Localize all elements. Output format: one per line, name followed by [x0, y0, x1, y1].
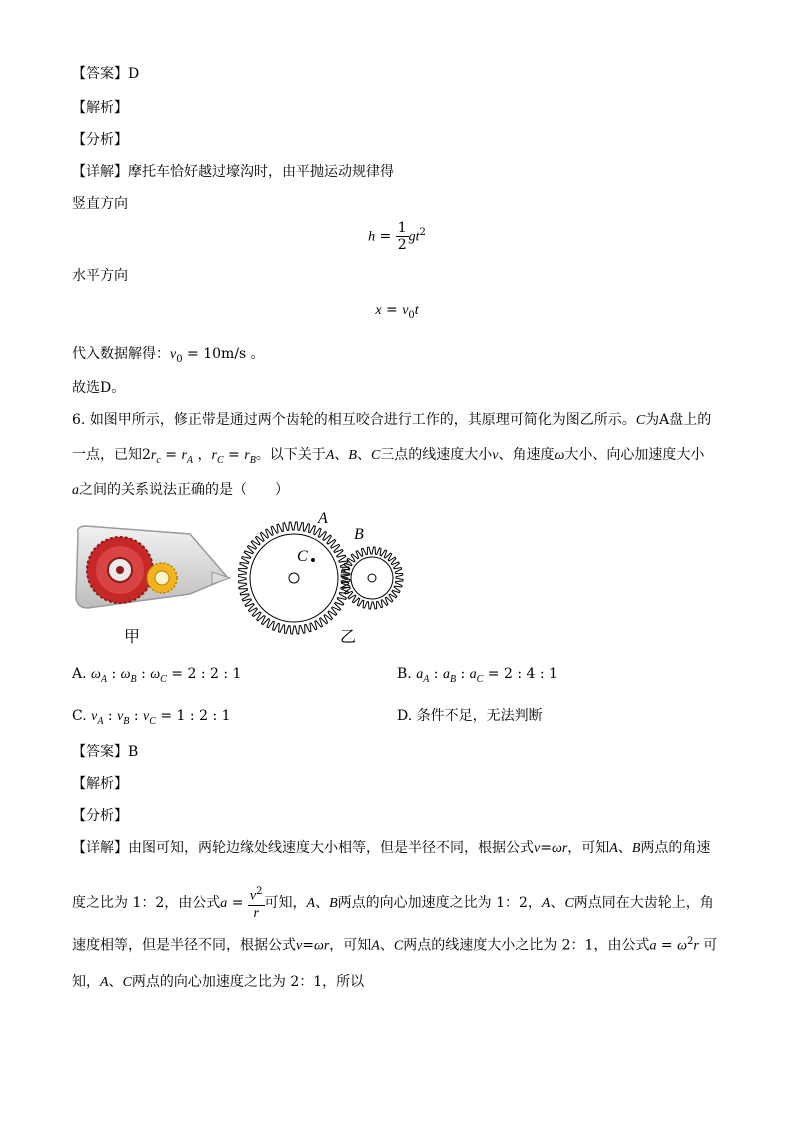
answer-tag-2: 【答案】 [72, 744, 128, 760]
point-c-dot [311, 558, 315, 562]
option-d[interactable] [397, 706, 543, 726]
detail-line-1 [72, 162, 394, 182]
option-b-label: B. [397, 666, 412, 682]
detail-l2b: 可知， [264, 894, 307, 911]
detail-l4a: 知， [72, 974, 100, 990]
figure-yi-label: 乙 [340, 627, 357, 646]
detail-l2d: 两点同在大齿轮上，角 [573, 894, 714, 911]
detail-l3c: 两点的线速度大小之比为 2：1，由公式 [403, 937, 650, 954]
question-6-line-3: a之间的关系说法正确的是（ ） [72, 482, 289, 498]
detail-text: 摩托车恰好越过壕沟时，由平抛运动规律得 [128, 164, 394, 180]
detail-line-5: 知，A、C两点的向心加速度之比为 2：1，所以 [72, 974, 365, 990]
question-text-1b: 为A盘上的 [645, 412, 712, 428]
answer-tag: 【答案】 [72, 66, 128, 82]
detail-l1: 由图可知，两轮边缘处线速度大小相等，但是半径不同，根据公式 [128, 840, 534, 856]
detail-line-4: 速度相等，但是半径不同，根据公式v=ωr，可知A、C两点的线速度大小之比为 2：1，由公式$a = \omega^2r$ 可 [72, 936, 718, 954]
option-d-value: 条件不足，无法判断 [416, 708, 543, 724]
gear-a-label: A [318, 510, 328, 527]
option-a[interactable]: A. $\omega_A$ : $\omega_B$ : $\omega_C = 2$ : 2 : 1 [72, 666, 242, 685]
option-c-value: = 1 : 2 : 1 [160, 708, 231, 724]
detail-tag-2: 【详解】 [72, 840, 128, 856]
analysis-tag-1: 【解析】 [72, 100, 128, 116]
question-text-2d: 、角速度 [498, 447, 555, 463]
option-a-value: = 2 : 2 : 1 [171, 666, 242, 682]
equation-h: h = $\frac{1}{2}$ $gt^2$ [368, 220, 426, 253]
detail-l2c: 两点的向心加速度之比为 1：2， [337, 894, 542, 911]
option-b-value: = 2 : 4 : 1 [487, 666, 558, 682]
vertical-label: 竖直方向 [72, 196, 128, 212]
question-text-1: 如图甲所示，修正带是通过两个齿轮的相互咬合进行工作的，其原理可简化为图乙所示。 [89, 412, 636, 428]
gearA-teeth [238, 522, 350, 634]
gearB-teeth [341, 547, 403, 609]
detail-l3b: ，可知 [329, 937, 372, 954]
question-text-3: 之间的关系说法正确的是（ ） [79, 482, 289, 498]
detail-l1b: ，可知 [567, 840, 610, 856]
question-text-2c: 三点的线速度大小 [380, 447, 493, 463]
question-6-line-1: 6. 如图甲所示，修正带是通过两个齿轮的相互咬合进行工作的，其原理可简化为图乙所示。C为A盘上的 [72, 412, 712, 428]
option-c[interactable]: C. $v_A$ : $v_B$ : $v_C = 1$ : 2 : 1 [72, 708, 231, 727]
horizontal-label: 水平方向 [72, 268, 128, 284]
fenxi-tag-2: 【分析】 [72, 808, 128, 824]
detail-l1c: 两点的角速 [640, 840, 711, 856]
detail-line-2: 【详解】由图可知，两轮边缘处线速度大小相等，但是半径不同，根据公式v=ωr，可知A、B两点的角速 [72, 840, 711, 856]
gear-b-axle [368, 574, 376, 582]
detail-l2a: 度之比为 1：2，由公式 [72, 894, 221, 911]
gear-a [238, 522, 350, 634]
question-text-2e: 大小、向心加速度大小 [564, 447, 705, 463]
gearB-rim [351, 557, 393, 599]
question-text-2a: 一点，已知 [72, 447, 142, 463]
gear-b [341, 547, 403, 609]
substitute-text: 代入数据解得： [72, 346, 170, 362]
substitute-line: 代入数据解得：$v_0 = 10m/s$ 。 [72, 346, 265, 365]
question-text-2b: 。以下关于 [255, 447, 326, 463]
equation-x: $x = v_0t$ [375, 302, 419, 321]
result-value: = 10m/s [187, 346, 247, 362]
option-c-label: C. [72, 708, 87, 724]
answer-value-2: B [128, 744, 139, 760]
choose-line-1: 故选D。 [72, 380, 126, 396]
figure-jia-label: 甲 [124, 627, 141, 646]
answer-value: D [128, 66, 140, 82]
detail-l3a: 速度相等，但是半径不同，根据公式 [72, 937, 296, 954]
question-6-line-2: 一点，已知$2r_c = r_A$ ，$r_C = r_B$。以下关于A、B、C三点的线速度大小v、角速度ω大小、向心加速度大小 [72, 447, 705, 466]
answer-line-1 [72, 64, 139, 84]
analysis-tag-2: 【解析】 [72, 776, 128, 792]
question-number: 6. [72, 412, 86, 428]
figure-yi-gears [238, 510, 418, 650]
detail-l4b: 两点的向心加速度之比为 2：1，所以 [131, 974, 365, 990]
point-c-label: C [297, 548, 308, 565]
fenxi-tag-1: 【分析】 [72, 132, 128, 148]
detail-l3d: 可 [703, 937, 718, 954]
answer-line-2 [72, 742, 138, 762]
option-b[interactable]: B. $a_A$ : $a_B$ : $a_C = 2$ : 4 : 1 [397, 666, 558, 685]
figure-jia-image [72, 520, 232, 620]
detail-tag: 【详解】 [72, 164, 128, 180]
gear-a-axle [289, 573, 299, 583]
gear-b-label: B [354, 526, 364, 543]
detail-line-3: 度之比为 1：2，由公式a = $\frac{v^2}{r}$ 可知，A、B两点的向心加速度之比为 1：2，A、C两点同在大齿轮上，角 [72, 886, 714, 921]
option-a-label: A. [72, 666, 87, 682]
gearA-rim [250, 534, 338, 622]
option-d-label: D. [397, 708, 413, 724]
